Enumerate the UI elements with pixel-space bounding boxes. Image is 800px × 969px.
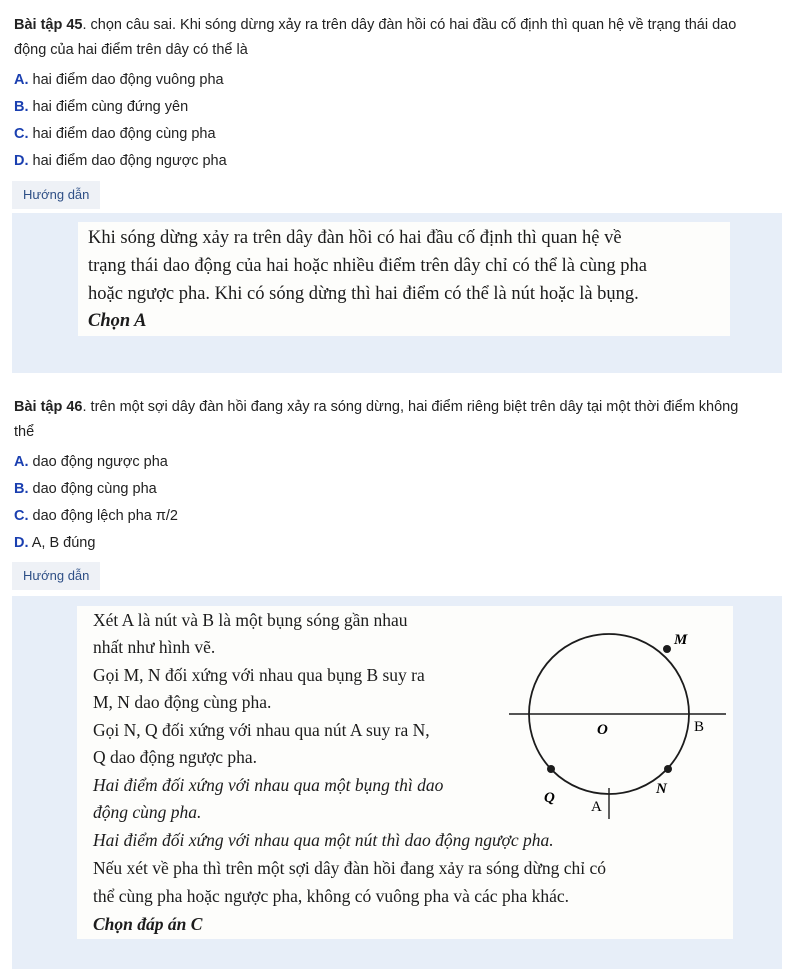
- q45-hint-tab[interactable]: Hướng dẫn: [12, 181, 100, 209]
- q45-option-b: B. hai điểm cùng đứng yên: [14, 99, 189, 115]
- point-m-dot: [663, 645, 671, 653]
- label-o: O: [597, 722, 608, 738]
- q46-solution-box: [12, 596, 782, 969]
- point-n-dot: [664, 765, 672, 773]
- question-46-text: Bài tập 46. trên một sợi dây đàn hồi đang xảy ra sóng dừng, hai điểm riêng biệt trên dây tại một thời điểm không thể: [14, 399, 739, 440]
- q46-option-a: A. dao động ngược pha: [14, 454, 168, 470]
- q46-option-d: D. A, B đúng: [14, 535, 96, 551]
- q46-option-c: C. dao động lệch pha π/2: [14, 508, 178, 524]
- question-46-label: Bài tập 46: [14, 399, 83, 415]
- label-q: Q: [544, 790, 555, 806]
- q46-option-b: B. dao động cùng pha: [14, 481, 157, 497]
- label-n: N: [656, 781, 667, 797]
- q45-solution-box: [12, 213, 782, 373]
- q46-hint-tab[interactable]: Hướng dẫn: [12, 562, 100, 590]
- q45-option-a: A. hai điểm dao động vuông pha: [14, 72, 224, 88]
- question-45-text: Bài tập 45. chọn câu sai. Khi sóng dừng xảy ra trên dây đàn hồi có hai đầu cố định thì quan hệ về trạng thái dao động của hai điểm trên dây có thể là: [14, 17, 737, 58]
- q45-option-d: D. hai điểm dao động ngược pha: [14, 153, 227, 169]
- label-m: M: [674, 632, 688, 648]
- q46-solution-image: Xét A là nút và B là một bụng sóng gần nhau nhất như hình vẽ. Gọi M, N đối xứng với nhau qua bụng B suy ra M, N dao động cùng pha. Gọi N, Q đối xứng với nhau qua nút A suy ra N, Q dao động ngược pha. Hai điểm đối xứng với nhau qua một bụng thì dao động cùng pha. Hai điểm đối xứng với nhau qua một nút thì dao động ngược pha. Nếu xét về pha thì trên một sợi dây đàn hồi đang xảy ra sóng dừng chỉ có thể cùng pha hoặc ngược pha, không có vuông pha và các pha khác. Chọn đáp án C M O B Q N A: [77, 606, 733, 939]
- label-b: B: [694, 719, 705, 735]
- point-q-dot: [547, 765, 555, 773]
- label-a: A: [591, 799, 602, 815]
- q45-option-c: C. hai điểm dao động cùng pha: [14, 126, 216, 142]
- q45-answer: Chọn A: [88, 311, 147, 331]
- q46-answer: Chọn đáp án C: [93, 914, 203, 934]
- q45-solution-image: Khi sóng dừng xảy ra trên dây đàn hồi có hai đầu cố định thì quan hệ về trạng thái dao động của hai hoặc nhiều điểm trên dây chỉ có thể là cùng pha hoặc ngược pha. Khi có sóng dừng thì hai điểm có thể là nút hoặc là bụng. Chọn A: [78, 222, 730, 336]
- phase-circle-diagram: [504, 606, 736, 836]
- question-45-label: Bài tập 45: [14, 17, 83, 33]
